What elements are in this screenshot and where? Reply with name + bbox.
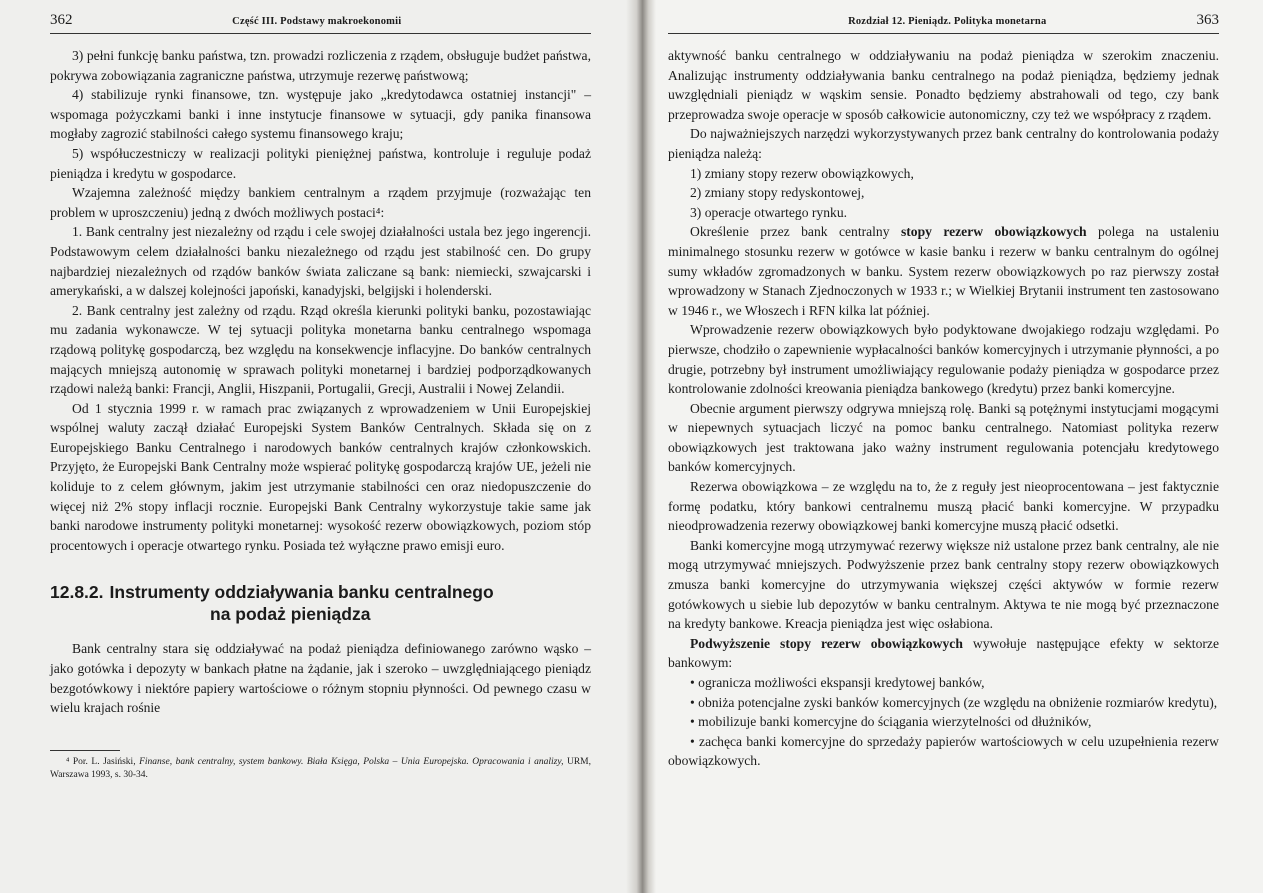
section-number: 12.8.2. — [50, 582, 104, 603]
left-page-body — [50, 34, 591, 782]
left-page-number: 362 — [50, 12, 73, 28]
paragraph — [668, 634, 1219, 673]
paragraph: Bank centralny stara się oddziaływać na podaż pieniądza definiowanego zarówno wąsko – jako gotówka i depozyty w bankach płatne na żądanie, jak i szeroko – uwzględniającego pieniądz bezgotówkowy i niektóre papiery wartościowe o różnym stopniu płynności. Od pewnego czasu w wielu krajach rośnie — [50, 641, 591, 716]
bullet-item: • zachęca banki komercyjne do sprzedaży papierów wartościowych w celu uzupełnienia rezerw obowiązkowych. — [668, 733, 1219, 769]
right-page-body — [668, 34, 1219, 771]
text-run: polega na ustaleniu minimalnego stosunku rezerw w gotówce w kasie banku i rezerw w banku centralnym do ogólnej sumy wkładów zgromadzonych w banku. System rezerw obowiązkowych po raz pierwszy został wprowadzony w Stanach Zjednoczonych w 1933 r.; w Wielkiej Brytanii instrument ten zastosowano w 1946 r., we Włoszech i RFN kilka lat później. — [668, 224, 1220, 318]
paragraph: aktywność banku centralnego w oddziaływaniu na podaż pieniądza w szerokim znaczeniu. Analizując instrumenty oddziaływania banku centralnego na podaż pieniądza, będziemy jednak uwzględniali pieniądz w wąskim sensie. Ponadto będziemy abstrahowali od tego, czy bank przeprowadza swoje operacje w sposób całkowicie autonomiczny, czy też we współpracy z rządem. — [668, 48, 1219, 122]
section-title-line2: na podaż pieniądza — [210, 604, 371, 625]
paragraph: Do najważniejszych narzędzi wykorzystywanych przez bank centralny do kontrolowania podaży pieniądza należą: — [668, 126, 1219, 161]
footnote-marker: ⁴ — [66, 756, 70, 767]
list-item: 2) zmiany stopy redyskontowej, — [690, 185, 865, 201]
bold-term: stopy rezerw obowiązkowych — [900, 224, 1087, 240]
right-page — [640, 0, 1263, 893]
paragraph: 2. Bank centralny jest zależny od rządu. Rząd określa kierunki polityki banku, pozostawiając mu zadania wykonawcze. W tej sytuacji polityka monetarna banku centralnego wspomaga rządową politykę gospodarczą, bez względu na konsekwencje inflacyjne. Do banków centralnych mających mniejszą autonomię w sprawach polityki monetarnej i bardziej podporządkowanych rządowi należą banki: Francji, Anglii, Hiszpanii, Portugalii, Grecji, Australii i Nowej Zelandii. — [50, 302, 591, 397]
paragraph: 1. Bank centralny jest niezależny od rządu i cele swojej działalności ustala bez jego ingerencji. Podstawowym celem działalności banku niezależnego od rządu jest stabilność cen. Do grupy najbardziej niezależnych od rządów banków świata zaliczane są bank: niemiecki, szwajcarski i amerykański, a w dalszej kolejności japoński, kanadyjski, belgijski i holenderski. — [50, 224, 591, 299]
right-page-header — [668, 0, 1219, 34]
paragraph: Banki komercyjne mogą utrzymywać rezerwy większe niż ustalone przez bank centralny, ale nie mogą utrzymywać mniejszych. Podwyższenie przez bank centralny stopy rezerw obowiązkowych zmusza banki komercyjne do utrzymywania większej części aktywów w formie rezerw gotówkowych u siebie lub depozytów w banku centralnym. Aktywa te nie mogą być przeznaczone na kredyty bankowe. Kreacja pieniądza jest więc osłabiona. — [668, 537, 1219, 632]
bullet-item: • ogranicza możliwości ekspansji kredytowej banków, — [690, 675, 985, 690]
left-page-header — [50, 0, 591, 34]
bullet-item: • mobilizuje banki komercyjne do ściągania wierzytelności od dłużników, — [690, 714, 1092, 730]
left-running-head: Część III. Podstawy makroekonomii — [232, 16, 402, 27]
book-gutter — [626, 0, 656, 893]
right-page-number: 363 — [1196, 12, 1219, 28]
footnote-author: Por. L. Jasiński, — [72, 756, 136, 767]
footnote-rest: URM, Warszawa 1993, s. 30-34. — [50, 756, 592, 780]
footnote-title: Finanse, bank centralny, system bankowy. Biała Księga, Polska – Unia Europejska. Opracowania i analizy, — [139, 756, 564, 767]
section-heading — [50, 581, 591, 625]
paragraph: Wprowadzenie rezerw obowiązkowych było podyktowane dwojakiego rodzaju względami. Po pierwsze, chodziło o zapewnienie wypłacalności banków komercyjnych i utrzymanie płynności, a po drugie, potrzebny był instrument umożliwiający regulowanie podaży pieniądza w gospodarce przez kontrolowanie zdolności kreowania pieniądza bankowego (kredytu) przez banki komercyjne. — [668, 322, 1219, 397]
bold-term: Podwyższenie stopy rezerw obowiązkowych — [690, 635, 963, 651]
paragraph: Od 1 stycznia 1999 r. w ramach prac związanych z wprowadzeniem w Unii Europejskiej wspólnej waluty zaczął działać Europejski System Banków Centralnych. Składa się on z Europejskiego Banku Centralnego i narodowych banków centralnych krajów członkowskich. Przyjęto, że Europejski Bank Centralny może wspierać politykę gospodarczą krajów UE, jeżeli nie koliduje to z celem głównym, jakim jest utrzymanie stabilności cen oraz niedopuszczenie do więcej niż 2% stopy inflacji rocznie. Europejski Bank Centralny wykorzystuje takie same jak banki narodowe instrumenty polityki monetarnej: wysokość rezerw obowiązkowych, poziom stóp procentowych i operacje otwartego rynku. Posiada też wyłączne prawo emisji euro. — [50, 400, 591, 553]
footnote — [50, 751, 591, 782]
text-run: wywołuje następujące efekty w sektorze bankowym: — [668, 635, 1219, 671]
right-running-head: Rozdział 12. Pieniądz. Polityka monetarna — [848, 16, 1047, 27]
paragraph: Wzajemna zależność między bankiem centralnym a rządem przyjmuje (rozważając ten problem w uproszczeniu) jedną z dwóch możliwych postaci⁴: — [50, 185, 591, 220]
paragraph: Obecnie argument pierwszy odgrywa mniejszą rolę. Banki są potężnymi instytucjami mogącymi w niepewnych sytuacjach liczyć na pomoc banku centralnego. Natomiast polityka rezerw obowiązkowych jest traktowana jako ważny instrument regulowania potencjału kredytowego banków komercyjnych. — [668, 400, 1219, 475]
paragraph: 3) pełni funkcję banku państwa, tzn. prowadzi rozliczenia z rządem, obsługuje budżet państwa, pokrywa zobowiązania zagraniczne państwa, utrzymuje rezerwę państwową; — [50, 48, 591, 83]
paragraph: 5) współuczestniczy w realizacji polityki pieniężnej państwa, kontroluje i reguluje podaż pieniądza i kredytu w gospodarce. — [50, 145, 591, 181]
paragraph: 4) stabilizuje rynki finansowe, tzn. występuje jako „kredytodawca ostatniej instancji" – wspomaga pożyczkami banki i inne instytucje finansowe w sytuacji, gdy panika finansowa mogłaby zagrozić stabilności całego systemu finansowego kraju; — [50, 87, 591, 142]
text-run: Określenie przez bank centralny — [690, 224, 890, 240]
list-item: 1) zmiany stopy rezerw obowiązkowych, — [690, 165, 914, 181]
bullet-item: • obniża potencjalne zyski banków komercyjnych (ze względu na obniżenie rozmiarów kredytu), — [690, 694, 1218, 710]
paragraph — [668, 222, 1219, 320]
section-title-line1: Instrumenty oddziaływania banku centralnego — [109, 582, 494, 603]
paragraph: Rezerwa obowiązkowa – ze względu na to, że z reguły jest nieoprocentowana – jest faktycznie formę podatku, który bankowi centralnemu muszą płacić banki komercyjne. W przypadku nieodprowadzenia rezerwy obowiązkowej banki komercyjne muszą płacić odsetki. — [668, 479, 1219, 534]
list-item: 3) operacje otwartego rynku. — [690, 204, 848, 220]
